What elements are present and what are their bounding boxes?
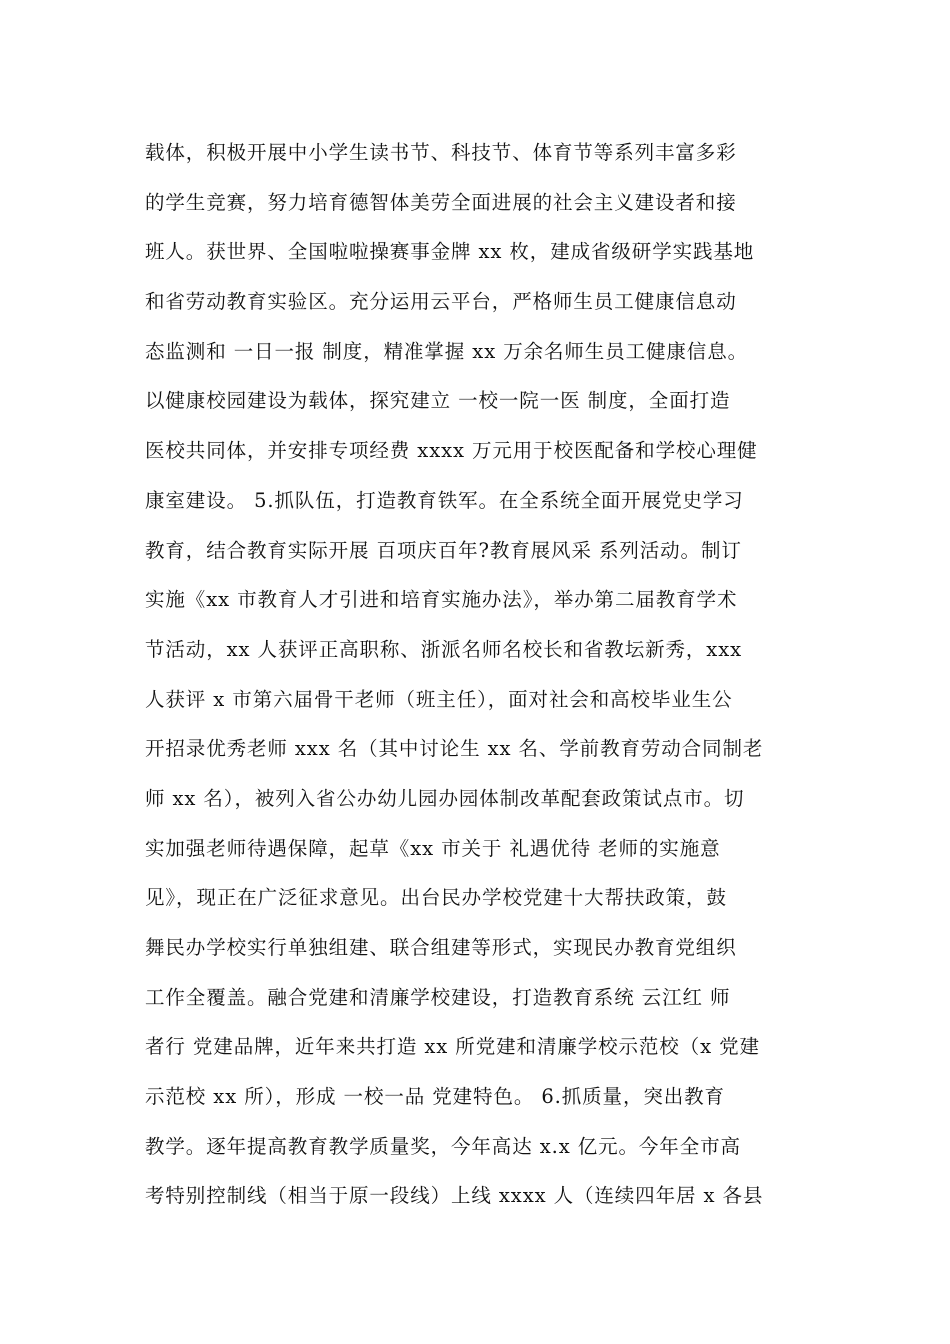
text-line-2: 的学生竞赛，努力培育德智体美劳全面进展的社会主义建设者和接 <box>145 190 737 214</box>
text-line-11: 节活动，xx 人获评正高职称、浙派名师名校长和省教坛新秀，xxx <box>145 637 742 661</box>
text-line-15: 实加强老师待遇保障，起草《xx 市关于 礼遇优待 老师的实施意 <box>145 836 721 860</box>
text-line-8: 康室建设。 5.抓队伍，打造教育铁军。在全系统全面开展党史学习 <box>145 488 744 512</box>
text-line-1: 载体，积极开展中小学生读书节、科技节、体育节等系列丰富多彩 <box>145 141 737 164</box>
text-line-7: 医校共同体，并安排专项经费 xxxx 万元用于校医配备和学校心理健 <box>145 439 758 463</box>
text-line-20: 示范校 xx 所），形成 一校一品 党建特色。 6.抓质量，突出教育 <box>145 1085 725 1109</box>
text-line-3: 班人。获世界、全国啦啦操赛事金牌 xx 枚，建成省级研学实践基地 <box>145 240 755 264</box>
text-line-6: 以健康校园建设为载体，探究建立 一校一院一医 制度，全面打造 <box>145 389 731 413</box>
text-line-14: 师 xx 名），被列入省公办幼儿园办园体制改革配套政策试点市。切 <box>145 786 745 810</box>
text-line-12: 人获评 x 市第六届骨干老师（班主任），面对社会和高校毕业生公 <box>145 687 733 711</box>
body-text <box>145 128 815 1221</box>
text-line-10: 实施《xx 市教育人才引进和培育实施办法》，举办第二届教育学术 <box>145 588 738 612</box>
text-line-13: 开招录优秀老师 xxx 名（其中讨论生 xx 名、学前教育劳动合同制老 <box>145 737 764 761</box>
text-line-4: 和省劳动教育实验区。充分运用云平台，严格师生员工健康信息动 <box>145 290 737 314</box>
text-line-9: 教育，结合教育实际开展 百项庆百年?教育展风采 系列活动。制订 <box>145 538 742 562</box>
text-line-16: 见》，现正在广泛征求意见。出台民办学校党建十大帮扶政策，鼓 <box>145 886 727 910</box>
text-line-17: 舞民办学校实行单独组建、联合组建等形式，实现民办教育党组织 <box>145 936 737 959</box>
text-line-19: 者行 党建品牌，近年来共打造 xx 所党建和清廉学校示范校（x 党建 <box>145 1035 760 1059</box>
text-line-22: 考特别控制线（相当于原一段线）上线 xxxx 人（连续四年居 x 各县 <box>145 1184 764 1208</box>
text-line-21: 教学。逐年提高教育教学质量奖，今年高达 x.x 亿元。今年全市高 <box>145 1134 741 1158</box>
text-line-5: 态监测和 一日一报 制度，精准掌握 xx 万余名师生员工健康信息。 <box>145 339 748 363</box>
text-line-18: 工作全覆盖。融合党建和清廉学校建设，打造教育系统 云江红 师 <box>145 985 731 1009</box>
